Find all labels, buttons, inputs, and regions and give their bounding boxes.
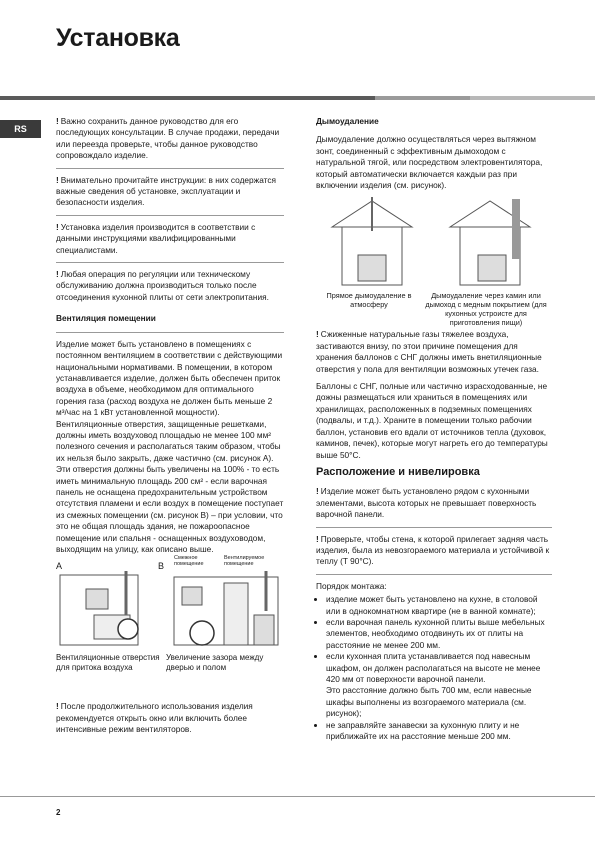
placement-warning-2: ! Проверьте, чтобы стена, к которой прилегает задняя часть изделия, была из невозгораемого материала и устойчивой к теплу (T 90°C). <box>316 533 550 567</box>
exhaust-text: Дымоудаление должно осуществляться через вытяжном зонт, соединенный с эффективным дымоходом с натуральной тягой, или посредством электровентилятора, который автоматически включается каждыи раз при включении изделия (см. рисунок). <box>316 134 543 191</box>
gas-storage-text: Баллоны с СНГ, полные или частично израсходованные, не дожны размещаться или храниться в помещениях или хранилищах, расположенных в подземных помещениях (подвалы, и т.д.). Храните в помещении только рабочии баллон, установив его вдали от источников тепла (духовок, каминов, печек), которые могут нагреть его до температуры выше 50°С. <box>316 381 548 460</box>
mount-title: Порядок монтажа: <box>316 580 387 591</box>
figure-exhaust-chimney <box>442 197 542 289</box>
divider <box>316 574 552 575</box>
exclamation-icon: ! <box>56 116 59 126</box>
figure-b-label-ventilated: Вентилируемое помещение <box>224 555 265 568</box>
exclamation-icon: ! <box>316 329 319 340</box>
exclamation-icon: ! <box>56 269 59 280</box>
section-heading-exhaust: Дымоудаление <box>316 116 379 126</box>
list-item: • если кухонная плита устанавливается под навесным шкафом, он должен располагаться на высоте не менее 420 мм от поверхности варочной панели. Это расстояние должно быть 700 мм, если навесные шкафы выполнены из возгораемого материала (см. рисунок); <box>326 651 552 719</box>
warning-paragraph-5: ! После продолжительного использования изделия рекомендуется открыть окно или включить более интенсивные режим вентиляторов. <box>56 701 253 735</box>
divider <box>56 262 284 263</box>
figure-exhaust-caption-2: Дымоудаление через камин или дымоход с медным покрытием (для кухонных устроисте для приготовления пищи) <box>425 291 547 328</box>
warning-paragraph-3: ! Установка изделия производится в соответствии с данными инструкциями квалифицированными специалистами. <box>56 221 256 255</box>
placement-warning-1: ! Изделие может быть установлено рядом с кухонными элементами, высота которых не превышает поверхность варочной панели. <box>316 486 537 520</box>
divider <box>56 168 284 169</box>
figure-b-drawing <box>158 571 284 649</box>
right-column <box>316 116 552 742</box>
figure-b-label: B <box>158 561 165 572</box>
section-heading-placement: Расположение и нивелировка <box>316 465 480 478</box>
figure-captions <box>56 653 284 701</box>
divider <box>316 527 552 528</box>
divider <box>56 215 284 216</box>
exclamation-icon: ! <box>56 221 59 232</box>
figure-b-caption: Увеличение зазора между дверью и полом <box>166 653 264 673</box>
list-item: • изделие может быть установлено на кухне, в столовой или в однокомнатном квартире (не в ванной комнате); <box>326 594 552 617</box>
language-tab: RS <box>0 120 41 138</box>
figure-exhaust <box>316 197 552 329</box>
exclamation-icon: ! <box>316 486 319 497</box>
exclamation-icon: ! <box>316 533 319 544</box>
figure-ventilation <box>56 555 284 667</box>
figure-b-label-adjacent: Смежное помещение <box>174 555 204 568</box>
divider <box>56 332 284 333</box>
warning-paragraph-4: ! Любая операция по регуляции или техническому обслуживанию должна производиться только после отсоединения кухонной плиты от сети электропитания. <box>56 269 269 302</box>
figure-a-drawing <box>56 571 156 649</box>
warning-paragraph-2: ! Внимательно прочитайте инструкции: в них содержатся важные сведения об установке, эксплуатации и безопасности изделия. <box>56 174 276 208</box>
warning-paragraph-1: ! Важно сохранить данное руководство для его последующих консультации. В случае продажи, передачи или переезда проверьте, чтобы данное руководство сопровождало изделие. <box>56 116 280 161</box>
figure-a-label: A <box>56 561 63 572</box>
gas-warning: ! Сжиженные натуральные газы тяжелее воздуха, застиваются внизу, по этои причине помещения для хранения баллонов с СНГ должны иметь внетиляционные отверстия у пола для вентиляции возможных утечек газа. <box>316 329 542 374</box>
ventilation-text: Изделие может быть установлено в помещениях с постоянном вентиляцием в соответствии с действующими национальными нормативами. В помещении, в котором устанавливается изделие, должен быть обеспечен приток воздуха в объеме, необходимом для оптимального горения газа (расход воздуха не должен быть меньше 2 м³/час на 1 кВт установленной мощности). Вентиляционные отверстия, защищенные решетками, должны иметь воздуховод площадью не менее 100 мм² полезного сечения и располагаться таким образом, чтобы их нельзя было закрыть, даже частично (см. рисунок А). Эти отверстия должны быть увеличены на 100% - то есть иметь минимальную площадь 200 см² - если варочная панель не оснащена предохранительным устройством отсутствия пламени и если воздух в помещение поступает из смежных помещении (см. рисунок В) – при условии, что это не общая площадь здания, не пожароопасное помещение или спальня - оснащенных воздуховодом, выходящим на улицу, как описано выше. <box>56 338 284 554</box>
figure-exhaust-direct <box>324 197 420 289</box>
header-rule-light <box>470 96 595 100</box>
figure-a-caption: Вентиляционные отверстия для притока воздуха <box>56 653 160 673</box>
header-rule-dark <box>0 96 375 100</box>
section-heading-ventilation: Вентиляция помещении <box>56 313 156 324</box>
page-title: Установка <box>56 24 180 52</box>
exclamation-icon: ! <box>56 701 59 712</box>
list-item: • не заправляйте занавески за кухонную плиту и не приближайте их на расстояние меньше 200 мм. <box>326 720 552 743</box>
footer-rule <box>0 796 595 797</box>
mount-list <box>316 594 552 742</box>
list-item: • если варочная панель кухонной плиты выше мебельных элементов, необходимо отодвинуть их от плиты на расстояние не менее 200 мм. <box>326 617 552 651</box>
page-number: 2 <box>56 808 61 817</box>
header-rule-mid <box>375 96 470 100</box>
figure-exhaust-caption-1: Прямое дымоудаление в атмосферу <box>326 291 412 310</box>
left-column <box>56 116 284 742</box>
exclamation-icon: ! <box>56 174 59 185</box>
